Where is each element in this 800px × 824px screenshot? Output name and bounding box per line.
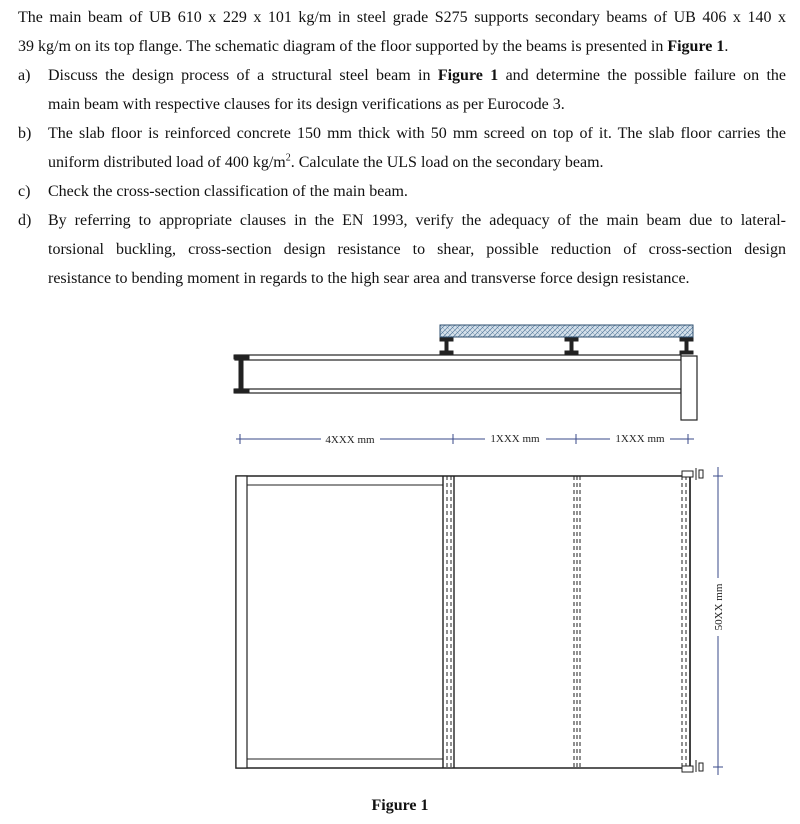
secondary-beam-section-2 <box>565 338 578 354</box>
question-label: a) <box>18 67 31 84</box>
figure-reference: Figure 1 <box>667 38 725 55</box>
figure-reference: Figure 1 <box>437 67 499 84</box>
question-label: b) <box>18 125 32 142</box>
intro-line-1: The main beam of UB 610 x 229 x 101 kg/m in steel grade S275 supports secondary beams of UB 406 x 140 x <box>18 9 786 26</box>
plan-outline <box>236 476 690 768</box>
concrete-slab <box>440 325 693 337</box>
dimension-label-span2: 1XXX mm <box>490 433 540 445</box>
elevation-view <box>234 325 697 420</box>
main-beam-end-section <box>234 355 249 393</box>
main-beam-elevation <box>235 355 681 393</box>
dimension-label-span3: 1XXX mm <box>615 433 665 445</box>
question-label: d) <box>18 212 32 229</box>
dimension-label-vertical: 50XX mm <box>713 583 725 631</box>
main-beam-plan-left <box>236 476 247 768</box>
figure-caption: Figure 1 <box>371 797 429 814</box>
support-column <box>681 356 697 420</box>
secondary-beam-section-1 <box>440 338 453 354</box>
plan-view <box>236 468 703 772</box>
secondary-beam-section-3 <box>680 338 693 354</box>
question-label: c) <box>18 183 31 200</box>
intro-line-2: 39 kg/m on its top flange. The schematic diagram of the floor supported by the beams is presented in Figure 1. <box>18 38 729 55</box>
dimension-label-span1: 4XXX mm <box>325 434 375 446</box>
